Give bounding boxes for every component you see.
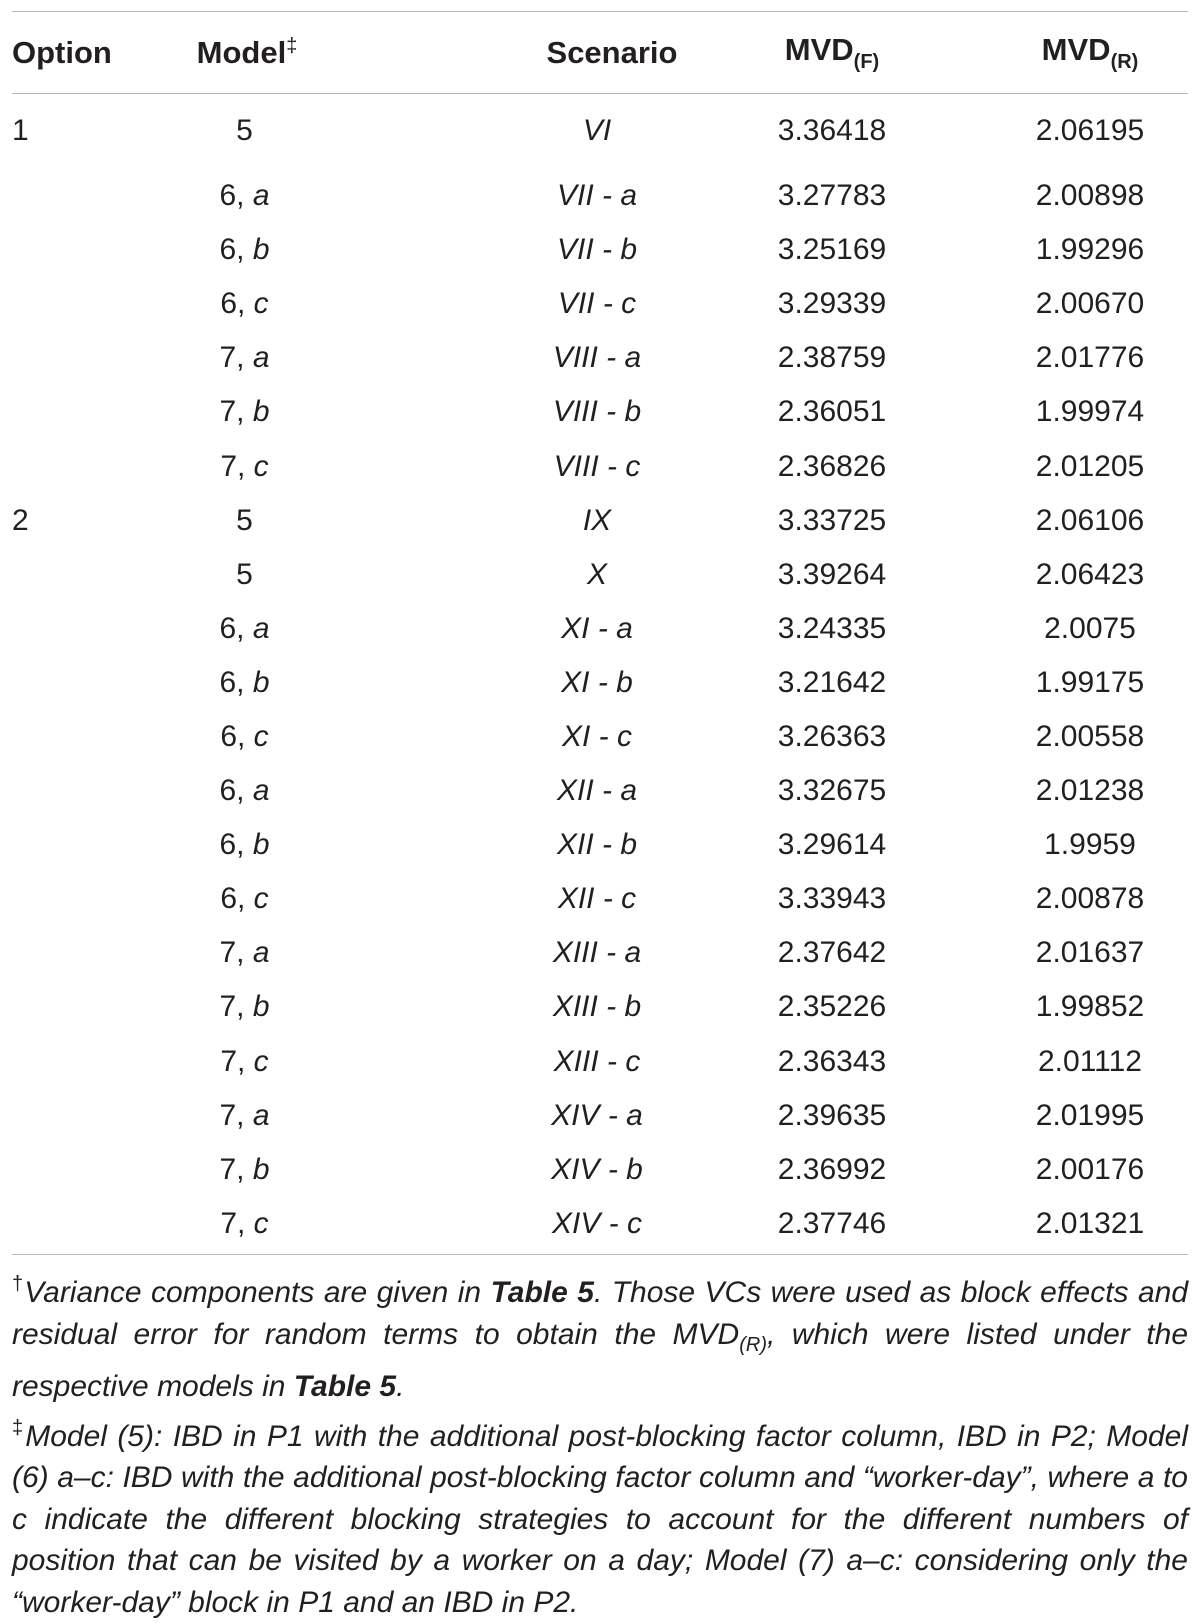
cell-mvd-r: 2.01637 xyxy=(962,926,1188,980)
cell-option xyxy=(12,602,132,656)
table-row xyxy=(12,169,1188,223)
cell-option xyxy=(12,656,132,710)
table-row xyxy=(12,872,1188,926)
cell-model: 7, c xyxy=(132,439,512,493)
table-row xyxy=(12,1197,1188,1251)
cell-mvd-r: 2.00898 xyxy=(962,169,1188,223)
cell-mvd-f: 3.27783 xyxy=(712,169,962,223)
cell-scenario: VI xyxy=(512,93,712,169)
cell-model: 5 xyxy=(132,93,512,169)
cell-scenario: XIII - a xyxy=(512,926,712,980)
header-model: Model‡ xyxy=(132,12,512,93)
cell-mvd-r: 2.00878 xyxy=(962,872,1188,926)
table-ref: Table 5 xyxy=(294,1370,396,1403)
cell-mvd-f: 3.33725 xyxy=(712,494,962,548)
cell-model: 6, c xyxy=(132,872,512,926)
header-option: Option xyxy=(12,12,132,93)
cell-option: 2 xyxy=(12,494,132,548)
cell-scenario: VII - c xyxy=(512,277,712,331)
table-row xyxy=(12,277,1188,331)
cell-mvd-f: 3.36418 xyxy=(712,93,962,169)
cell-option xyxy=(12,710,132,764)
table-row xyxy=(12,602,1188,656)
cell-option xyxy=(12,331,132,385)
cell-mvd-r: 2.01776 xyxy=(962,331,1188,385)
results-table xyxy=(12,12,1188,1251)
cell-scenario: VII - b xyxy=(512,223,712,277)
cell-model: 7, a xyxy=(132,331,512,385)
table-row xyxy=(12,1035,1188,1089)
cell-option: 1 xyxy=(12,93,132,169)
cell-mvd-f: 3.24335 xyxy=(712,602,962,656)
cell-model: 6, b xyxy=(132,818,512,872)
cell-mvd-r: 2.01995 xyxy=(962,1089,1188,1143)
table-body xyxy=(12,93,1188,1251)
cell-option xyxy=(12,818,132,872)
cell-mvd-f: 3.32675 xyxy=(712,764,962,818)
cell-scenario: XIV - c xyxy=(512,1197,712,1251)
cell-option xyxy=(12,1089,132,1143)
cell-scenario: XII - a xyxy=(512,764,712,818)
table-row xyxy=(12,548,1188,602)
table-ref: Table 5 xyxy=(491,1276,594,1309)
cell-model: 7, a xyxy=(132,926,512,980)
cell-mvd-f: 3.29614 xyxy=(712,818,962,872)
cell-option xyxy=(12,872,132,926)
cell-mvd-r: 2.06195 xyxy=(962,93,1188,169)
cell-scenario: VIII - a xyxy=(512,331,712,385)
cell-mvd-f: 3.39264 xyxy=(712,548,962,602)
cell-model: 6, c xyxy=(132,710,512,764)
cell-option xyxy=(12,439,132,493)
cell-mvd-r: 2.01112 xyxy=(962,1035,1188,1089)
cell-option xyxy=(12,277,132,331)
cell-scenario: XI - c xyxy=(512,710,712,764)
cell-scenario: XII - b xyxy=(512,818,712,872)
cell-mvd-r: 1.99296 xyxy=(962,223,1188,277)
cell-scenario: IX xyxy=(512,494,712,548)
cell-model: 7, b xyxy=(132,1143,512,1197)
header-mvd-r: $MVD_{(R)}$ xyxy=(962,12,1188,93)
cell-mvd-f: 2.36343 xyxy=(712,1035,962,1089)
footnote-dagger: †Variance components are given in Table 5. Those VCs were used as block effects and residual error for random terms to obtain the $MVD_{(R)}$, which were listed under the respective models in Table 5. xyxy=(12,1264,1188,1408)
footnote-double-dagger: ‡Model (5): IBD in P1 with the additional post-blocking factor column, IBD in P2; Model (6) a–c: IBD with the additional post-blocking factor column and “worker-day”, where a to c indicate the different blocking strategies to account for the different numbers of position that can be visited by a worker on a day; Model (7) a–c: considering only the “worker-day” block in P1 and an IBD in P2. xyxy=(12,1408,1188,1623)
table-bottom-rule xyxy=(12,1254,1188,1255)
cell-scenario: X xyxy=(512,548,712,602)
cell-model: 7, b xyxy=(132,980,512,1034)
cell-mvd-f: 3.33943 xyxy=(712,872,962,926)
cell-mvd-r: 2.00558 xyxy=(962,710,1188,764)
cell-mvd-f: 2.39635 xyxy=(712,1089,962,1143)
table-row xyxy=(12,385,1188,439)
table-row xyxy=(12,656,1188,710)
cell-mvd-f: 3.26363 xyxy=(712,710,962,764)
header-scenario: Scenario xyxy=(512,12,712,93)
cell-scenario: XIV - b xyxy=(512,1143,712,1197)
cell-mvd-f: 2.36051 xyxy=(712,385,962,439)
cell-option xyxy=(12,548,132,602)
cell-model: 6, a xyxy=(132,602,512,656)
cell-mvd-r: 1.99852 xyxy=(962,980,1188,1034)
cell-mvd-f: 2.37746 xyxy=(712,1197,962,1251)
cell-mvd-f: 3.29339 xyxy=(712,277,962,331)
table-row xyxy=(12,331,1188,385)
cell-model: 7, c xyxy=(132,1035,512,1089)
cell-scenario: XII - c xyxy=(512,872,712,926)
cell-mvd-f: 3.21642 xyxy=(712,656,962,710)
cell-mvd-f: 3.25169 xyxy=(712,223,962,277)
table-row xyxy=(12,1143,1188,1197)
cell-model: 6, a xyxy=(132,169,512,223)
cell-scenario: XIII - c xyxy=(512,1035,712,1089)
cell-model: 6, c xyxy=(132,277,512,331)
cell-model: 6, b xyxy=(132,223,512,277)
cell-scenario: XIII - b xyxy=(512,980,712,1034)
cell-mvd-r: 1.9959 xyxy=(962,818,1188,872)
cell-mvd-r: 2.01238 xyxy=(962,764,1188,818)
cell-option xyxy=(12,1197,132,1251)
table-row xyxy=(12,764,1188,818)
cell-mvd-f: 2.36826 xyxy=(712,439,962,493)
cell-mvd-f: 2.35226 xyxy=(712,980,962,1034)
table-row xyxy=(12,1089,1188,1143)
cell-scenario: XI - a xyxy=(512,602,712,656)
cell-mvd-f: 2.36992 xyxy=(712,1143,962,1197)
table-row xyxy=(12,818,1188,872)
table-row xyxy=(12,223,1188,277)
cell-model: 7, a xyxy=(132,1089,512,1143)
cell-mvd-r: 1.99175 xyxy=(962,656,1188,710)
cell-option xyxy=(12,980,132,1034)
cell-model: 7, c xyxy=(132,1197,512,1251)
cell-option xyxy=(12,385,132,439)
cell-mvd-f: 2.38759 xyxy=(712,331,962,385)
cell-mvd-r: 2.00176 xyxy=(962,1143,1188,1197)
cell-option xyxy=(12,926,132,980)
cell-scenario: VIII - b xyxy=(512,385,712,439)
header-model-footnote-mark: ‡ xyxy=(286,35,297,57)
cell-model: 6, b xyxy=(132,656,512,710)
cell-model: 7, b xyxy=(132,385,512,439)
table-row xyxy=(12,926,1188,980)
table-row xyxy=(12,93,1188,169)
table-row xyxy=(12,710,1188,764)
header-mvd-f: $MVD_{(F)}$ xyxy=(712,12,962,93)
cell-model: 5 xyxy=(132,494,512,548)
cell-scenario: VII - a xyxy=(512,169,712,223)
cell-option xyxy=(12,169,132,223)
cell-mvd-r: 2.01205 xyxy=(962,439,1188,493)
cell-model: 5 xyxy=(132,548,512,602)
cell-scenario: XI - b xyxy=(512,656,712,710)
table-row xyxy=(12,980,1188,1034)
table-row xyxy=(12,439,1188,493)
cell-option xyxy=(12,1143,132,1197)
cell-option xyxy=(12,223,132,277)
table-footnotes xyxy=(12,1264,1188,1623)
cell-model: 6, a xyxy=(132,764,512,818)
table-row xyxy=(12,494,1188,548)
cell-mvd-r: 2.00670 xyxy=(962,277,1188,331)
cell-option xyxy=(12,1035,132,1089)
table-header-row xyxy=(12,12,1188,93)
cell-mvd-r: 2.0075 xyxy=(962,602,1188,656)
cell-scenario: VIII - c xyxy=(512,439,712,493)
cell-mvd-r: 2.06106 xyxy=(962,494,1188,548)
cell-mvd-f: 2.37642 xyxy=(712,926,962,980)
cell-mvd-r: 2.06423 xyxy=(962,548,1188,602)
cell-scenario: XIV - a xyxy=(512,1089,712,1143)
cell-option xyxy=(12,764,132,818)
cell-mvd-r: 2.01321 xyxy=(962,1197,1188,1251)
cell-mvd-r: 1.99974 xyxy=(962,385,1188,439)
